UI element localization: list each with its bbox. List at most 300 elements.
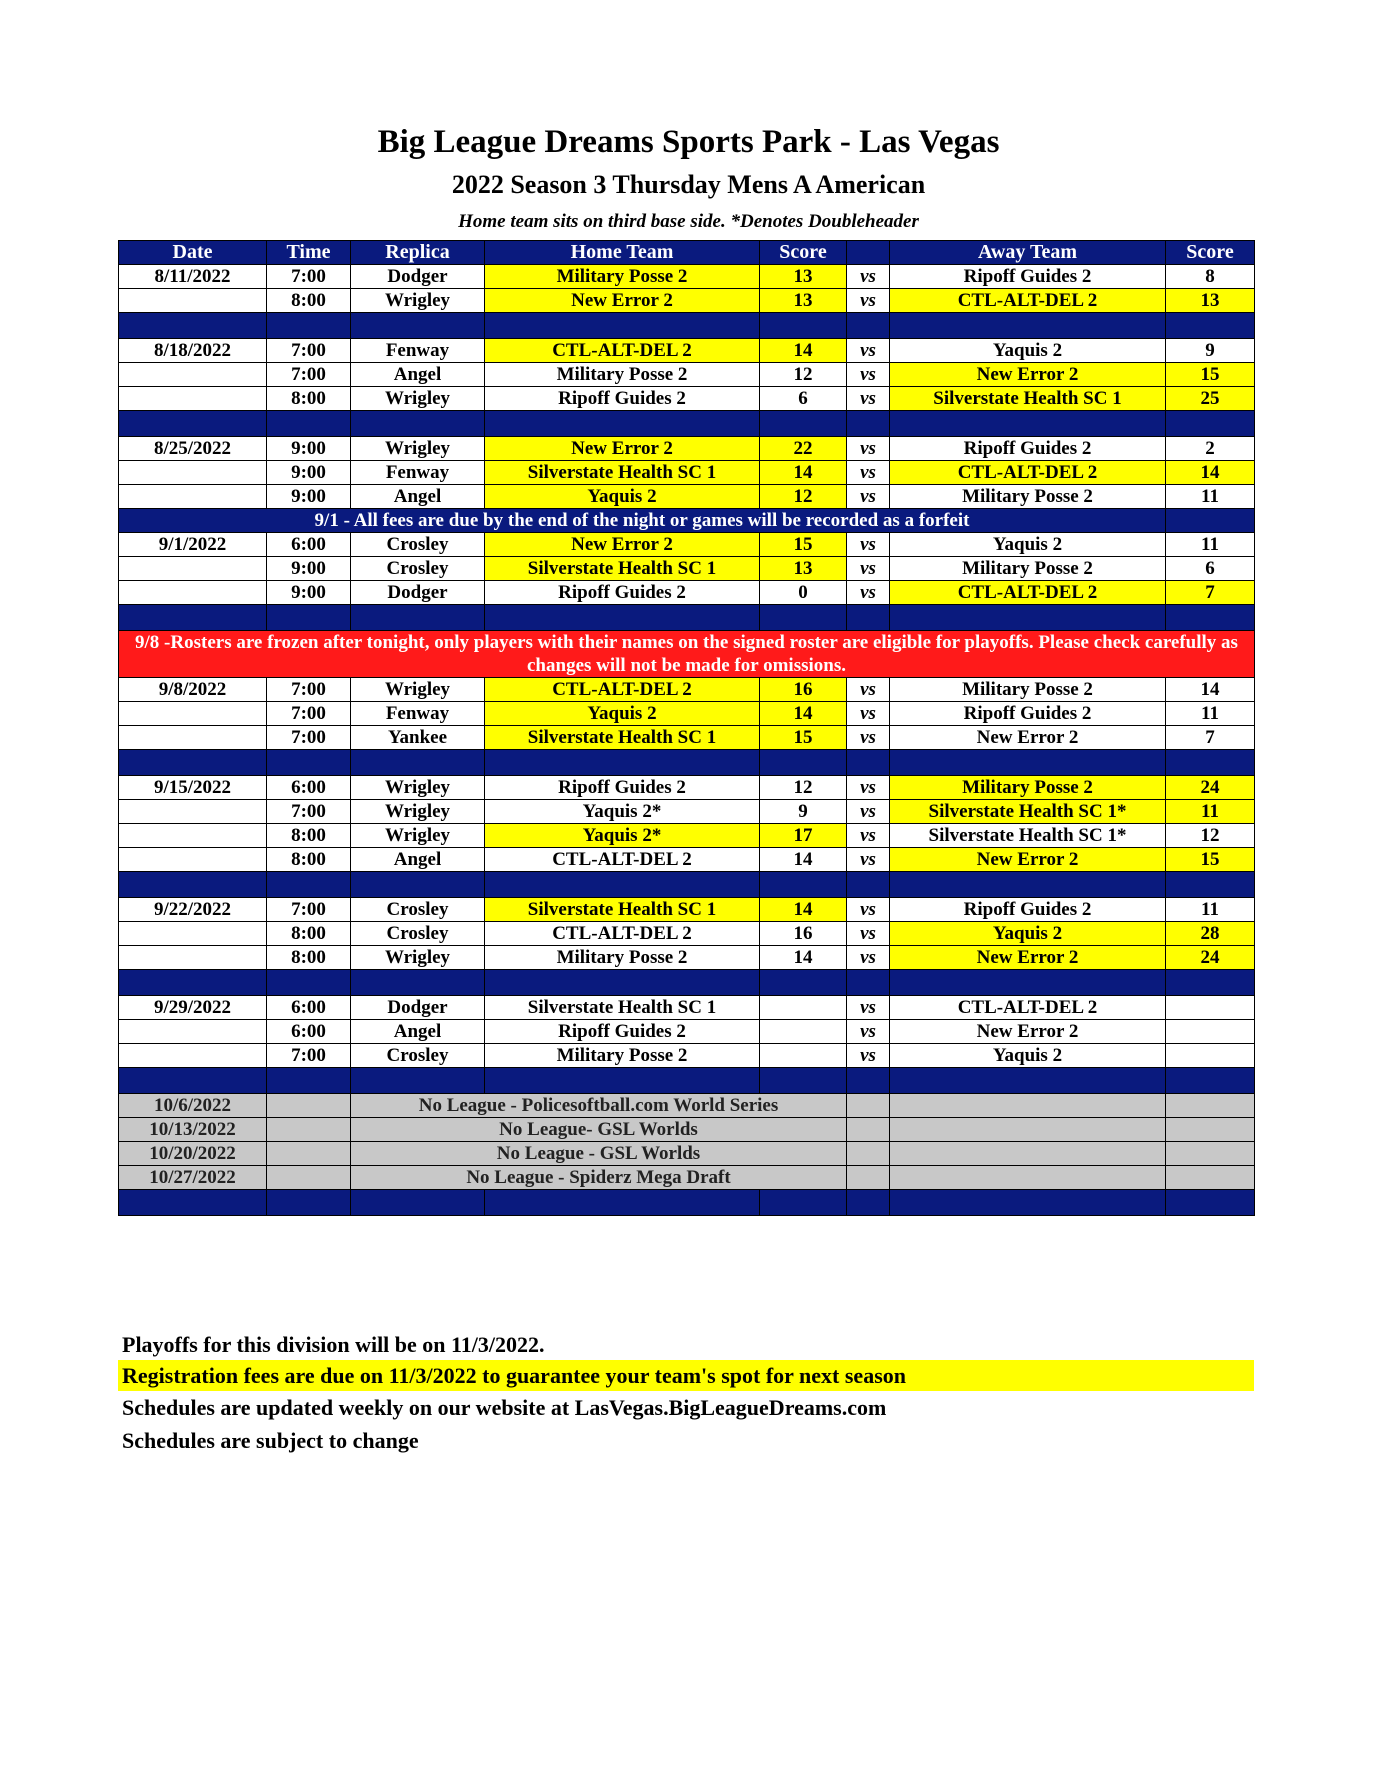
separator-cell [1166,872,1255,898]
vs-cell: vs [847,339,890,363]
time-cell: 8:00 [267,289,351,313]
separator-cell [485,1190,760,1216]
separator-row [119,750,1255,776]
away-score-cell: 7 [1166,581,1255,605]
away-team-cell: Yaquis 2 [890,339,1166,363]
replica-field-cell: Wrigley [351,678,485,702]
date-cell: 10/20/2022 [119,1142,267,1166]
fees-notice: 9/1 - All fees are due by the end of the night or games will be recorded as a forfeit [119,509,1166,533]
home-team-cell: New Error 2 [485,289,760,313]
separator-cell [1166,970,1255,996]
time-cell: 7:00 [267,678,351,702]
vs-cell: vs [847,437,890,461]
away-score-cell: 8 [1166,265,1255,289]
date-cell [119,363,267,387]
home-score-cell: 12 [760,363,847,387]
game-row [119,776,1255,800]
away-score-cell: 24 [1166,776,1255,800]
no-league-label: No League - GSL Worlds [351,1142,847,1166]
separator-cell [119,872,267,898]
replica-field-cell: Dodger [351,996,485,1020]
game-row [119,289,1255,313]
home-team-cell: Silverstate Health SC 1 [485,557,760,581]
game-row [119,581,1255,605]
date-cell: 9/22/2022 [119,898,267,922]
away-score-cell: 11 [1166,898,1255,922]
separator-cell [351,313,485,339]
vs-cell: vs [847,1044,890,1068]
separator-row [119,605,1255,631]
away-team-cell: Silverstate Health SC 1* [890,800,1166,824]
separator-cell [351,1068,485,1094]
no-league-label: No League - Policesoftball.com World Series [351,1094,847,1118]
home-team-cell: CTL-ALT-DEL 2 [485,678,760,702]
date-cell: 9/15/2022 [119,776,267,800]
game-row [119,726,1255,750]
separator-cell [760,872,847,898]
date-cell [119,387,267,411]
time-cell: 8:00 [267,824,351,848]
away-score-cell: 25 [1166,387,1255,411]
time-cell: 7:00 [267,1044,351,1068]
time-cell: 6:00 [267,1020,351,1044]
vs-cell: vs [847,289,890,313]
away-team-cell: Ripoff Guides 2 [890,702,1166,726]
vs-cell [847,1166,890,1190]
separator-cell [119,411,267,437]
separator-cell [890,605,1166,631]
game-row [119,339,1255,363]
home-team-cell: CTL-ALT-DEL 2 [485,339,760,363]
away-score-cell: 14 [1166,678,1255,702]
time-cell: 7:00 [267,800,351,824]
away-score-cell: 11 [1166,485,1255,509]
separator-cell [485,970,760,996]
vs-cell: vs [847,824,890,848]
no-league-row [119,1094,1255,1118]
replica-field-cell: Yankee [351,726,485,750]
away-team-cell: New Error 2 [890,946,1166,970]
separator-row [119,872,1255,898]
separator-cell [485,750,760,776]
separator-cell [847,1190,890,1216]
replica-field-cell: Wrigley [351,824,485,848]
separator-cell [890,1190,1166,1216]
vs-cell: vs [847,678,890,702]
home-team-cell: Yaquis 2 [485,702,760,726]
separator-cell [847,411,890,437]
change-note: Schedules are subject to change [122,1428,419,1453]
away-score-cell: 2 [1166,437,1255,461]
replica-field-cell: Fenway [351,339,485,363]
separator-cell [890,411,1166,437]
separator-cell [760,411,847,437]
separator-cell [760,313,847,339]
game-row [119,1044,1255,1068]
separator-row [119,1068,1255,1094]
home-score-cell: 13 [760,265,847,289]
home-team-cell: New Error 2 [485,437,760,461]
fees-notice-row [119,509,1255,533]
away-score-cell: 6 [1166,557,1255,581]
col-header-replica: Replica [351,241,485,265]
time-cell: 6:00 [267,776,351,800]
vs-cell: vs [847,776,890,800]
time-cell: 6:00 [267,533,351,557]
date-cell [119,726,267,750]
time-cell [267,1142,351,1166]
replica-field-cell: Wrigley [351,946,485,970]
separator-cell [267,872,351,898]
replica-field-cell: Dodger [351,265,485,289]
replica-field-cell: Crosley [351,533,485,557]
home-team-cell: Military Posse 2 [485,946,760,970]
separator-cell [351,872,485,898]
date-cell [119,824,267,848]
replica-field-cell: Fenway [351,702,485,726]
date-cell: 10/13/2022 [119,1118,267,1142]
game-row [119,437,1255,461]
away-team-cell: Yaquis 2 [890,1044,1166,1068]
separator-cell [119,605,267,631]
vs-cell: vs [847,996,890,1020]
separator-cell [1166,313,1255,339]
away-score-cell: 7 [1166,726,1255,750]
vs-cell: vs [847,485,890,509]
home-team-cell: Silverstate Health SC 1 [485,726,760,750]
away-team-cell: Ripoff Guides 2 [890,437,1166,461]
separator-cell [267,313,351,339]
replica-field-cell: Wrigley [351,387,485,411]
replica-field-cell: Dodger [351,581,485,605]
date-cell [119,485,267,509]
date-cell [119,946,267,970]
home-score-cell: 0 [760,581,847,605]
time-cell: 9:00 [267,581,351,605]
replica-field-cell: Fenway [351,461,485,485]
vs-cell: vs [847,726,890,750]
home-team-cell: Silverstate Health SC 1 [485,898,760,922]
away-team-cell: Silverstate Health SC 1* [890,824,1166,848]
time-cell: 8:00 [267,848,351,872]
away-score-cell: 11 [1166,702,1255,726]
col-header-date: Date [119,241,267,265]
date-cell [119,581,267,605]
vs-cell [847,1094,890,1118]
separator-cell [1166,411,1255,437]
away-score-cell [1166,1118,1255,1142]
separator-cell [485,411,760,437]
separator-cell [890,970,1166,996]
date-cell: 8/18/2022 [119,339,267,363]
away-team-cell: Ripoff Guides 2 [890,265,1166,289]
replica-field-cell: Wrigley [351,800,485,824]
game-row [119,557,1255,581]
date-cell: 9/29/2022 [119,996,267,1020]
home-score-cell: 12 [760,776,847,800]
separator-cell [351,411,485,437]
replica-field-cell: Angel [351,848,485,872]
away-score-cell [1166,1166,1255,1190]
away-score-cell: 12 [1166,824,1255,848]
separator-cell [119,1068,267,1094]
away-team-cell [890,1118,1166,1142]
vs-cell: vs [847,922,890,946]
away-score-cell: 15 [1166,363,1255,387]
vs-cell: vs [847,946,890,970]
home-score-cell: 14 [760,339,847,363]
game-row [119,996,1255,1020]
separator-cell [267,750,351,776]
away-team-cell [890,1166,1166,1190]
home-score-cell [760,996,847,1020]
date-cell: 8/25/2022 [119,437,267,461]
separator-cell [760,1190,847,1216]
col-header-away-team: Away Team [890,241,1166,265]
date-cell: 10/6/2022 [119,1094,267,1118]
time-cell [267,1166,351,1190]
home-score-cell: 17 [760,824,847,848]
replica-field-cell: Crosley [351,1044,485,1068]
home-team-cell: New Error 2 [485,533,760,557]
header-row [119,241,1255,265]
vs-cell [847,1118,890,1142]
time-cell: 9:00 [267,485,351,509]
col-header-home-score: Score [760,241,847,265]
replica-field-cell: Wrigley [351,776,485,800]
separator-cell [847,970,890,996]
home-score-cell: 13 [760,557,847,581]
home-score-cell: 6 [760,387,847,411]
separator-cell [847,605,890,631]
separator-cell [847,872,890,898]
no-league-label: No League- GSL Worlds [351,1118,847,1142]
game-row [119,1020,1255,1044]
home-team-cell: CTL-ALT-DEL 2 [485,922,760,946]
game-row [119,898,1255,922]
replica-field-cell: Crosley [351,898,485,922]
time-cell: 8:00 [267,922,351,946]
home-team-cell: Military Posse 2 [485,265,760,289]
time-cell: 7:00 [267,265,351,289]
away-score-cell: 11 [1166,800,1255,824]
away-score-cell [1166,1020,1255,1044]
away-score-cell: 28 [1166,922,1255,946]
away-score-cell: 14 [1166,461,1255,485]
col-header-time: Time [267,241,351,265]
home-score-cell: 14 [760,702,847,726]
vs-cell [847,1142,890,1166]
time-cell: 7:00 [267,363,351,387]
vs-cell: vs [847,363,890,387]
replica-field-cell: Wrigley [351,289,485,313]
away-team-cell: CTL-ALT-DEL 2 [890,996,1166,1020]
page-title: Big League Dreams Sports Park - Las Vegas [377,124,1000,160]
game-row [119,946,1255,970]
separator-cell [119,970,267,996]
schedule-table [118,240,1255,1216]
date-cell: 8/11/2022 [119,265,267,289]
game-row [119,702,1255,726]
vs-cell: vs [847,848,890,872]
away-score-cell [1166,1044,1255,1068]
away-score-cell [1166,996,1255,1020]
separator-cell [760,750,847,776]
away-team-cell: Yaquis 2 [890,533,1166,557]
separator-cell [1166,1068,1255,1094]
separator-cell [351,605,485,631]
no-league-row [119,1142,1255,1166]
away-team-cell: CTL-ALT-DEL 2 [890,461,1166,485]
away-team-cell: Military Posse 2 [890,557,1166,581]
date-cell [119,1020,267,1044]
separator-cell [267,1068,351,1094]
date-cell [119,557,267,581]
home-team-cell: Ripoff Guides 2 [485,776,760,800]
col-header-home-team: Home Team [485,241,760,265]
home-team-cell: Yaquis 2* [485,800,760,824]
home-team-cell: Ripoff Guides 2 [485,1020,760,1044]
date-cell [119,702,267,726]
replica-field-cell: Crosley [351,557,485,581]
separator-cell [485,605,760,631]
separator-cell [1166,1190,1255,1216]
home-team-cell: Silverstate Health SC 1 [485,461,760,485]
separator-cell [485,872,760,898]
replica-field-cell: Angel [351,485,485,509]
vs-cell: vs [847,581,890,605]
away-team-cell: New Error 2 [890,1020,1166,1044]
vs-cell: vs [847,898,890,922]
home-score-cell: 14 [760,946,847,970]
away-team-cell: New Error 2 [890,726,1166,750]
game-row [119,461,1255,485]
game-row [119,678,1255,702]
home-score-cell [760,1020,847,1044]
vs-cell: vs [847,702,890,726]
home-score-cell: 15 [760,726,847,750]
separator-cell [119,313,267,339]
game-row [119,387,1255,411]
date-cell: 9/8/2022 [119,678,267,702]
separator-cell [890,872,1166,898]
date-cell: 9/1/2022 [119,533,267,557]
replica-field-cell: Angel [351,363,485,387]
game-row [119,800,1255,824]
replica-field-cell: Angel [351,1020,485,1044]
separator-cell [267,411,351,437]
separator-cell [890,750,1166,776]
separator-row [119,411,1255,437]
home-team-cell: Yaquis 2* [485,824,760,848]
col-header-vs [847,241,890,265]
away-team-cell: New Error 2 [890,363,1166,387]
home-score-cell: 15 [760,533,847,557]
game-row [119,485,1255,509]
away-team-cell: Silverstate Health SC 1 [890,387,1166,411]
website-note: Schedules are updated weekly on our website at LasVegas.BigLeagueDreams.com [122,1395,887,1420]
vs-cell: vs [847,533,890,557]
date-cell: 10/27/2022 [119,1166,267,1190]
home-score-cell: 14 [760,848,847,872]
home-team-cell: Ripoff Guides 2 [485,581,760,605]
separator-cell [267,970,351,996]
away-score-cell: 9 [1166,339,1255,363]
separator-row [119,313,1255,339]
vs-cell: vs [847,461,890,485]
no-league-row [119,1118,1255,1142]
roster-alert-row [119,631,1255,678]
away-team-cell: Ripoff Guides 2 [890,898,1166,922]
game-row [119,824,1255,848]
separator-cell [267,1190,351,1216]
away-team-cell [890,1094,1166,1118]
separator-cell [760,1068,847,1094]
separator-cell [760,970,847,996]
home-score-cell: 22 [760,437,847,461]
replica-field-cell: Wrigley [351,437,485,461]
col-header-away-score: Score [1166,241,1255,265]
away-team-cell: Yaquis 2 [890,922,1166,946]
separator-cell [890,1068,1166,1094]
separator-row [119,970,1255,996]
vs-cell: vs [847,557,890,581]
separator-cell [267,605,351,631]
date-cell [119,1044,267,1068]
time-cell: 6:00 [267,996,351,1020]
schedule-body [119,241,1255,1216]
date-cell [119,922,267,946]
separator-cell [351,1190,485,1216]
separator-cell [847,750,890,776]
separator-row [119,1190,1255,1216]
separator-cell [485,313,760,339]
separator-cell [890,313,1166,339]
date-cell [119,461,267,485]
home-score-cell: 12 [760,485,847,509]
schedule-note: Home team sits on third base side. *Denotes Doubleheader [458,211,919,232]
date-cell [119,800,267,824]
away-team-cell: CTL-ALT-DEL 2 [890,289,1166,313]
date-cell [119,848,267,872]
home-score-cell: 16 [760,678,847,702]
home-score-cell: 16 [760,922,847,946]
away-score-cell: 24 [1166,946,1255,970]
time-cell [267,1094,351,1118]
time-cell: 8:00 [267,387,351,411]
separator-cell [485,1068,760,1094]
separator-cell [1166,509,1255,533]
away-team-cell: Military Posse 2 [890,485,1166,509]
away-score-cell: 13 [1166,289,1255,313]
time-cell: 9:00 [267,557,351,581]
roster-alert: 9/8 -Rosters are frozen after tonight, only players with their names on the signed roster are eligible for playoffs. Please check carefully as changes will not be made for omissions. [119,631,1255,678]
vs-cell: vs [847,1020,890,1044]
home-team-cell: CTL-ALT-DEL 2 [485,848,760,872]
game-row [119,848,1255,872]
time-cell: 7:00 [267,898,351,922]
away-score-cell: 11 [1166,533,1255,557]
away-team-cell: Military Posse 2 [890,776,1166,800]
home-score-cell: 14 [760,898,847,922]
playoffs-note: Playoffs for this division will be on 11/3/2022. [122,1332,545,1357]
away-score-cell [1166,1142,1255,1166]
home-team-cell: Military Posse 2 [485,1044,760,1068]
page-subtitle: 2022 Season 3 Thursday Mens A American [451,170,926,199]
separator-cell [351,970,485,996]
home-score-cell: 13 [760,289,847,313]
no-league-row [119,1166,1255,1190]
